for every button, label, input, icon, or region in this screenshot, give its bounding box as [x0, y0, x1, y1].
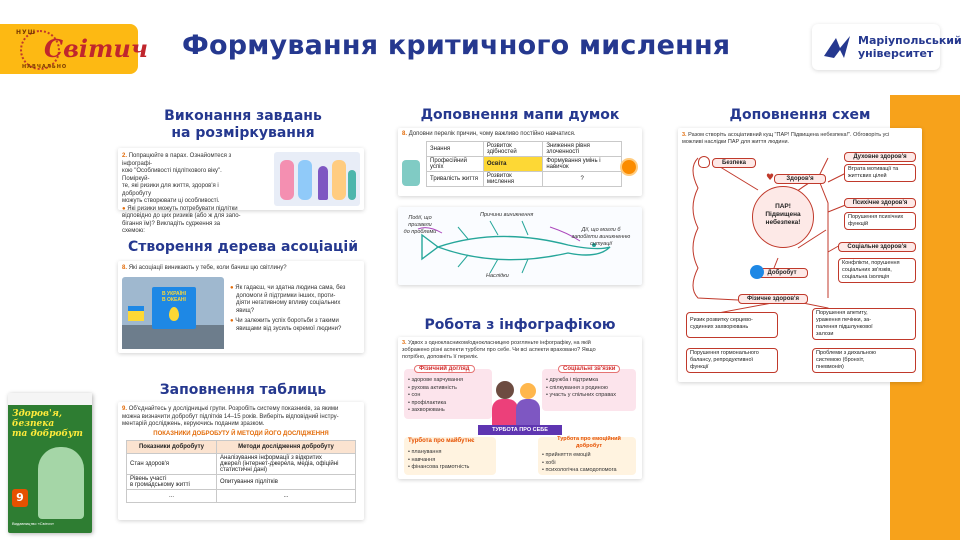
bullet-icon: ●: [230, 285, 234, 291]
center-node-line: небезпека!: [765, 219, 801, 226]
node-wellbeing: Добробут: [756, 268, 808, 278]
list-item: • участь у спільних справах: [546, 392, 616, 398]
task-number: 3.: [402, 340, 407, 346]
mindmap-table: [426, 141, 622, 187]
clock-icon: [620, 158, 638, 176]
node-detail-line: судинних захворювань: [690, 324, 749, 330]
university-name: [858, 34, 962, 60]
node-detail-line: життєвих цілей: [848, 173, 887, 179]
social-ties-list: [546, 371, 632, 400]
bullet-icon: ●: [230, 318, 234, 324]
social-ties-title: Соціальні зв'язки: [558, 365, 620, 373]
task-number: 3.: [682, 132, 687, 138]
node-detail-line: функцій: [848, 221, 869, 227]
emotional-care-title-line: Турбота про емоційний: [557, 436, 621, 442]
list-item: • захворювань: [408, 407, 445, 413]
door-shape: [332, 160, 346, 200]
center-node-line: Підвищена: [765, 211, 801, 218]
section-title-tasks: [118, 108, 368, 142]
table-cell: [217, 454, 356, 475]
node-detail-line: залози: [816, 331, 834, 337]
logo-wordmark: Світич: [44, 34, 148, 63]
table-cell: ...: [127, 490, 217, 503]
book-publisher: Видавництво «Світич»: [12, 521, 55, 526]
person-body: [516, 399, 540, 425]
tree-answer-line: Чи залежить успіх боротьби з такими: [235, 318, 339, 324]
emotional-care-title: [544, 436, 634, 449]
person-figure: [318, 166, 328, 200]
card-scheme: [678, 128, 922, 382]
list-item: • профілактика: [408, 399, 447, 406]
table-row: [427, 142, 622, 157]
task-question-line: Які ризики можуть потребувати підлітки: [127, 205, 238, 212]
scheme-text-line: можливі наслідки ПАР для життя людини.: [682, 139, 790, 145]
table-heading: ПОКАЗНИКИ ДОБРОБУТУ Й МЕТОДИ ЙОГО ДОСЛІДЖЕННЯ: [153, 431, 329, 437]
node-detail-line: системою (бронхіт,: [816, 357, 865, 363]
emotional-care-list: [542, 452, 632, 475]
section-title-infographic: Робота з інфографікою: [424, 317, 616, 333]
node-detail-line: Ризик розвитку серцево-: [690, 317, 753, 323]
node-physical-detail: [812, 348, 916, 373]
fishbone-causes: Причини виникнення: [480, 212, 534, 218]
node-detail-line: пневмонія): [816, 364, 844, 370]
center-node-line: ПАР!: [775, 203, 791, 210]
sign-text-line1: В УКРАЇНІ: [161, 291, 187, 297]
scheme-text-line: Разом створіть асоціативний кущ "ПАР! Підвищена небезпека!". Обговоріть усі: [688, 132, 890, 138]
node-physical-detail: [686, 348, 778, 373]
task-text-line: Попрацюйте в парах. Ознайомтеся з інфографі-: [122, 153, 232, 167]
grade-badge: 9: [12, 489, 28, 507]
task-text-line: те, які ризики для життя, здоров'я і добробуту: [122, 183, 219, 197]
table-cell-highlight: Освіта: [483, 157, 542, 172]
tables-text-line: можна визначити добробут підлітків 14–15 років. Виберіть відповідний інстру-: [122, 413, 339, 420]
node-detail-line: Проблеми з дихальною: [816, 350, 876, 356]
section-title-tasks-line2: на розміркування: [171, 125, 315, 141]
table-cell: Розвиток здібностей: [483, 142, 542, 157]
node-detail-line: Конфлікти, порушення: [842, 260, 900, 266]
table-cell-line: Аналізування інформації з відкритих: [220, 455, 322, 461]
tree-question: [122, 265, 360, 273]
table-row: [127, 441, 356, 454]
table-cell-line: Рівень участі: [130, 476, 167, 482]
tree-answer-line: діяти негативному впливу соціальних: [236, 300, 341, 306]
tables-text: [122, 406, 360, 429]
indicators-table: [126, 440, 356, 503]
task-text-line: кою "Особливості підліткового віку". Поміркуй-: [122, 168, 222, 182]
tasks-text: [122, 153, 242, 236]
tree-question-text: Які асоціації виникають у тебе, коли бачиш цю світлину?: [128, 265, 287, 271]
table-cell: Розвиток мислення: [483, 172, 542, 187]
table-row: [127, 454, 356, 475]
fishbone-label-line: ситуації: [590, 241, 612, 247]
table-row: [127, 490, 356, 503]
list-item: • рухова активність: [408, 384, 457, 391]
mindmap-task: [402, 131, 638, 139]
person-body: [492, 399, 518, 425]
emotional-care-title-line: добробут: [575, 442, 603, 449]
node-mental-detail: [844, 212, 916, 230]
node-physical-detail: [686, 312, 778, 338]
node-detail-line: Втрата мотивації та: [848, 166, 899, 172]
page-title: Формування критичного мислення: [182, 30, 731, 61]
university-name-line1: Маріупольський: [858, 34, 962, 47]
node-detail-line: Порушення апетиту,: [816, 310, 868, 316]
table-header-cell: Методи дослідження добробуту: [217, 441, 356, 454]
university-logo: [812, 24, 962, 70]
person-head: [520, 383, 536, 399]
tree-answer-line: явищ?: [236, 307, 255, 314]
task-question-line: відповідно до цих ризиків (або ж для запо-: [122, 213, 241, 219]
list-item: • сон: [408, 392, 421, 398]
node-detail-line: ураження печінки, за-: [816, 317, 872, 323]
book-stack-icon: [402, 160, 420, 186]
card-infographic: [398, 337, 642, 479]
logo-small-text-2: НАВЧАЛЬНО: [22, 64, 68, 70]
list-item: • фінансова грамотність: [408, 464, 470, 470]
list-item: • хобі: [542, 459, 556, 466]
people-illustration: [492, 373, 542, 425]
node-detail-line: Порушення гормонального: [690, 350, 759, 356]
fishbone-label-line: Події, що: [408, 215, 432, 221]
node-health: Здоров'я: [774, 174, 826, 184]
heart-icon: ♥: [766, 173, 775, 183]
protest-sign: [152, 287, 196, 329]
node-safety: Безпека: [712, 158, 756, 168]
card-fishbone: [398, 207, 642, 285]
table-row: [127, 475, 356, 490]
sign-text-line2: В ОКЕАНІ: [162, 297, 186, 303]
center-node: [752, 186, 814, 248]
physical-care-box: [404, 369, 492, 419]
book-title-line: та добробут: [12, 429, 83, 439]
node-spiritual: Духовне здоров'я: [844, 152, 916, 162]
door-shape: [280, 160, 294, 200]
list-item: • здорове харчування: [408, 377, 463, 383]
section-title-tree: Створення дерева асоціацій: [127, 239, 359, 255]
list-item: • дружба і підтримка: [546, 377, 599, 383]
card-tables: [118, 402, 364, 520]
bullet-icon: ●: [122, 205, 126, 212]
shield-icon: [698, 156, 710, 168]
node-detail-line: палення підшлункової: [816, 324, 873, 330]
university-name-line2: університет: [858, 47, 934, 60]
task-number: 9.: [122, 406, 128, 412]
node-detail-line: соціальна ізоляція: [842, 274, 890, 280]
table-cell: Тривалість життя: [427, 172, 484, 187]
node-detail-line: соціальних зв'язків,: [842, 267, 892, 273]
table-cell: Опитування підлітків: [217, 475, 356, 490]
table-row: [427, 172, 622, 187]
list-item: • планування: [408, 449, 442, 455]
tree-answer-line: Як гадаєш, чи здатна людина сама, без: [235, 285, 346, 291]
node-physical: Фізичне здоров'я: [738, 294, 808, 304]
task-number: 2.: [122, 153, 128, 159]
tables-text-line: ментарій досліджень, керуючись поданим зразком.: [122, 421, 265, 427]
table-cell-line: в громадському житті: [130, 482, 190, 488]
tree-answer-line: явищами від зусиль окремої людини?: [236, 325, 342, 332]
node-social: Соціальне здоров'я: [838, 242, 916, 252]
table-cell: [127, 475, 217, 490]
card-tree: [118, 261, 364, 353]
logo-small-text: НУШ: [16, 29, 37, 36]
tables-text-line: Об'єднайтесь у дослідницькі групи. Розробіть систему показників, за якими: [128, 406, 339, 412]
task-number: 8.: [122, 265, 128, 271]
book-title-line: безпека: [12, 419, 55, 429]
flag-shape: [128, 311, 144, 321]
cover-top-band: [8, 393, 92, 405]
task-number: 8.: [402, 131, 408, 137]
table-cell-line: статистичні дані): [220, 467, 268, 473]
table-cell: Стан здоров'я: [127, 454, 217, 475]
node-detail-line: Порушення психічних: [848, 214, 904, 220]
fishbone-label-line: до проблеми: [403, 229, 437, 235]
fishbone-events: [400, 215, 440, 236]
person-head: [496, 381, 514, 399]
cover-person-illustration: [38, 447, 84, 519]
fishbone-label-line: запобігти виникненню: [571, 234, 631, 240]
future-care-title: Турбота про майбутнє: [408, 438, 475, 444]
physical-care-list: [408, 371, 488, 415]
fishbone-label-line: Дії, що могли б: [581, 227, 621, 233]
node-mental: Психічне здоров'я: [844, 198, 916, 208]
future-care-list: [408, 449, 492, 472]
tree-answer-line: допомоги й підтримки інших, проти-: [236, 292, 336, 299]
infographic-text-line: Удвох з однокласником/однокласницею розгляньте інфографіку, на якій: [408, 340, 591, 346]
person-figure: [348, 170, 356, 200]
table-header-cell: Показники добробуту: [127, 441, 217, 454]
section-title-scheme: Доповнення схем: [729, 107, 871, 123]
task-question-line: бігання їм)? Викладіть судження за схемою:: [122, 220, 221, 234]
teens-illustration: [274, 152, 360, 206]
list-item: • навчання: [408, 456, 436, 463]
table-row: [427, 157, 622, 172]
infographic-task: [402, 340, 638, 361]
protest-photo: [122, 277, 224, 349]
textbook-cover: [8, 393, 92, 533]
infographic-text-line: зображено різні аспекти турботи про себе. Чи всі аспекти враховано? Якщо: [402, 347, 596, 353]
table-cell: Формування умінь і навичок: [543, 157, 622, 172]
node-physical-detail: [812, 308, 916, 340]
section-title-mindmap: Доповнення мапи думок: [420, 107, 620, 123]
fishbone-actions: [566, 227, 636, 248]
node-detail-line: балансу, репродуктивної: [690, 357, 754, 363]
card-mindmap-table: [398, 128, 642, 196]
flag-shape: [128, 306, 144, 311]
table-cell: ?: [543, 172, 622, 187]
node-social-detail: [838, 258, 916, 283]
list-item: • спілкування з родиною: [546, 384, 608, 391]
book-title-line: Здоров'я,: [12, 409, 63, 419]
table-cell: Знання: [427, 142, 484, 157]
fishbone-label-line: призвели: [408, 222, 432, 228]
door-shape: [298, 160, 312, 200]
drop-icon: [169, 307, 179, 321]
list-item: • прийняття емоцій: [542, 452, 591, 458]
list-item: • психологічна самодопомога: [542, 467, 617, 473]
physical-care-title: Фізичний догляд: [414, 365, 475, 373]
self-care-banner: ТУРБОТА ПРО СЕБЕ: [478, 425, 562, 435]
card-tasks: [118, 148, 364, 234]
university-emblem-icon: [822, 34, 852, 60]
node-spiritual-detail: [844, 164, 916, 182]
section-title-tables: Заповнення таблиць: [159, 382, 327, 398]
social-ties-box: [542, 369, 636, 411]
section-title-tasks-line1: Виконання завдань: [164, 108, 322, 124]
infographic-text-line: потрібно, доповніть її перелік.: [402, 354, 479, 360]
table-cell: Зниження рівня злоченності: [543, 142, 622, 157]
table-cell-line: джерел (інтернет-джерела, медіа, офіційні: [220, 461, 339, 467]
task-text-line: можуть створювати ці особливості.: [122, 198, 220, 204]
book-title: [12, 409, 83, 439]
node-detail-line: функції: [690, 364, 709, 370]
tree-answers: [230, 285, 360, 333]
table-cell: ...: [217, 490, 356, 503]
hand-globe-icon: [750, 265, 764, 279]
mindmap-task-text: Доповни перелік причин, чому важливо постійно навчатися.: [408, 131, 576, 137]
table-cell: Професійний успіх: [427, 157, 484, 172]
fishbone-effects: Наслідки: [486, 273, 509, 279]
